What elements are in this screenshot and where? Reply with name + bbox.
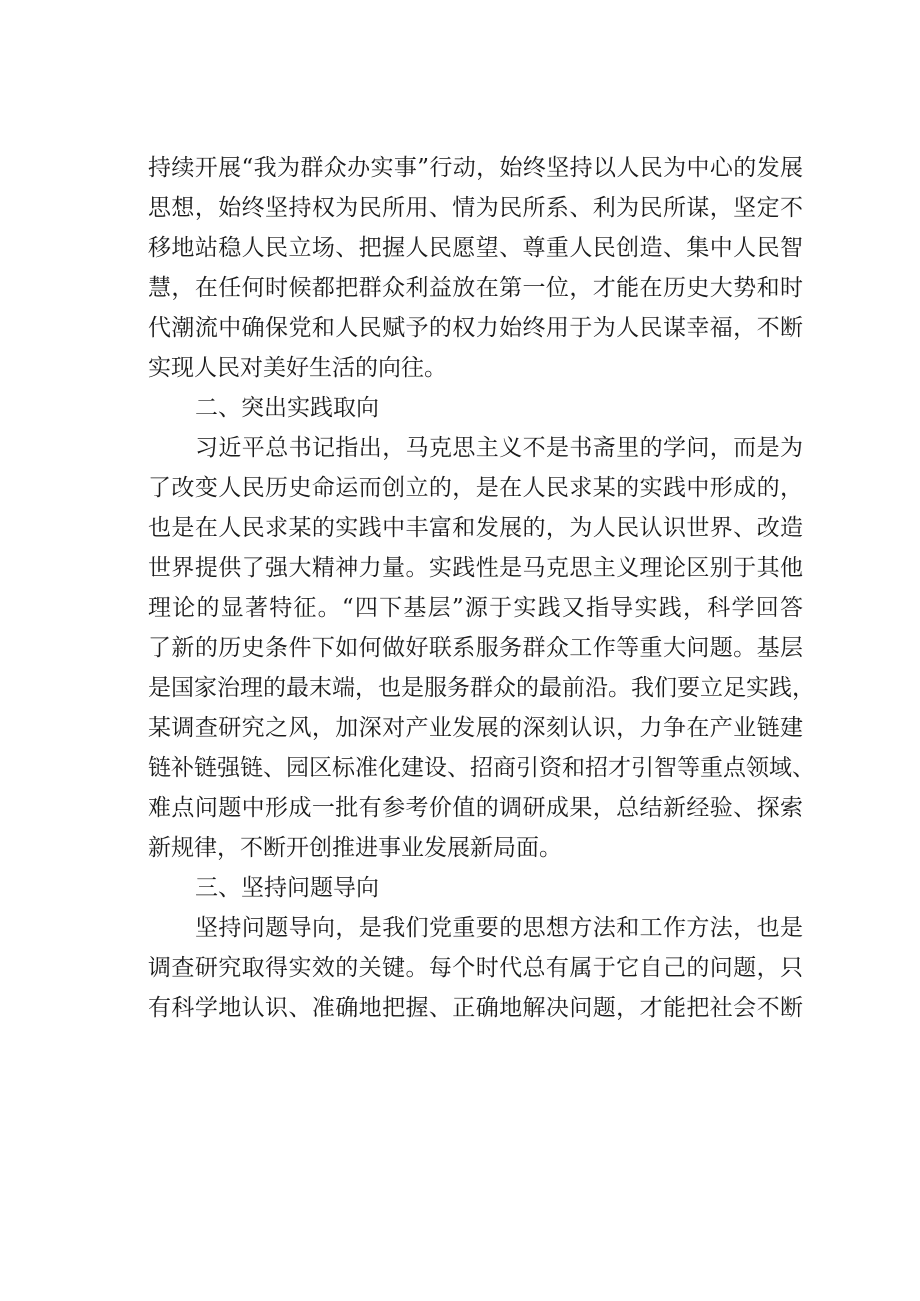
section-heading-practice: 二、突出实践取向 <box>195 395 379 421</box>
text-line: 难点问题中形成一批有参考价值的调研成果，总结新经验、探索 <box>148 795 803 821</box>
text-line: 某调查研究之风，加深对产业发展的深刻认识，力争在产业链建 <box>148 715 803 741</box>
text-line: 习近平总书记指出，马克思主义不是书斋里的学问，而是为 <box>195 435 803 461</box>
document-body <box>148 148 815 1028</box>
text-line: 理论的显著特征。“四下基层”源于实践又指导实践，科学回答 <box>148 595 803 621</box>
text-line: 有科学地认识、准确地把握、正确地解决问题，才能把社会不断 <box>148 995 803 1021</box>
text-line: 新规律，不断开创推进事业发展新局面。 <box>148 835 562 861</box>
text-line: 代潮流中确保党和人民赋予的权力始终用于为人民谋幸福，不断 <box>148 315 803 341</box>
paragraph-continuation <box>148 148 803 388</box>
text-line: 坚持问题导向，是我们党重要的思想方法和工作方法，也是 <box>195 915 803 941</box>
text-line: 了改变人民历史命运而创立的，是在人民求某的实践中形成的， <box>148 475 803 501</box>
text-line: 也是在人民求某的实践中丰富和发展的，为人民认识世界、改造 <box>148 515 803 541</box>
text-line: 链补链强链、园区标准化建设、招商引资和招才引智等重点领域、 <box>148 755 815 781</box>
paragraph-practice <box>148 428 815 868</box>
text-line: 慧，在任何时候都把群众利益放在第一位，才能在历史大势和时 <box>148 275 803 301</box>
text-line: 持续开展“我为群众办实事”行动，始终坚持以人民为中心的发展 <box>148 155 803 181</box>
text-line: 了新的历史条件下如何做好联系服务群众工作等重大问题。基层 <box>148 635 803 661</box>
paragraph-problem <box>148 908 803 1028</box>
section-heading-problem: 三、坚持问题导向 <box>195 875 379 901</box>
text-line: 调查研究取得实效的关键。每个时代总有属于它自己的问题，只 <box>148 955 803 981</box>
text-line: 实现人民对美好生活的向往。 <box>148 355 447 381</box>
text-line: 是国家治理的最末端，也是服务群众的最前沿。我们要立足实践， <box>148 675 815 701</box>
text-line: 思想，始终坚持权为民所用、情为民所系、利为民所谋，坚定不 <box>148 195 803 221</box>
text-line: 移地站稳人民立场、把握人民愿望、尊重人民创造、集中人民智 <box>148 235 803 261</box>
text-line: 世界提供了强大精神力量。实践性是马克思主义理论区别于其他 <box>148 555 803 581</box>
